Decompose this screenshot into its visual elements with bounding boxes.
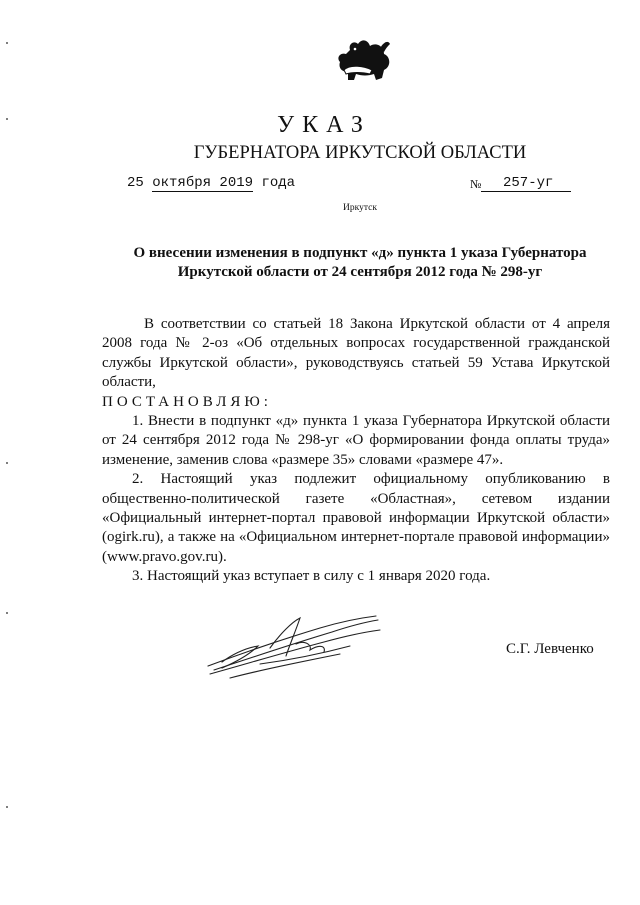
preamble-paragraph: В соответствии со статьей 18 Закона Иркутской области от 4 апреля 2008 года № 2-оз «Об отдельных вопросах государственной гражданской службы Иркутской области», руководствуясь статьей 59 Устава Иркутской области, [102, 316, 610, 391]
heading-line-2: Иркутской области от 24 сентября 2012 года № 298-уг [177, 264, 543, 280]
signer-name: С.Г. Левченко [506, 641, 594, 657]
date-suffix: года [261, 175, 296, 191]
document-title: УКАЗ [277, 112, 371, 138]
number-label: № [470, 177, 482, 191]
document-heading [110, 244, 610, 282]
scan-mark [6, 118, 8, 120]
document-number: 257-уг [481, 175, 571, 192]
date-day: 25 [127, 175, 144, 191]
date-month-year: октября 2019 [152, 175, 254, 191]
irkutsk-emblem-icon [328, 36, 394, 86]
scan-mark [6, 462, 8, 464]
document-body [102, 315, 610, 587]
item-2: 2. Настоящий указ подлежит официальному опубликованию в общественно-политической газете «Областная», сетевом издании «Официальный интернет-портал правовой информации Иркутской области» (ogirk.ru), а также на «Официальном интернет-портале правовой информации» (www.pravo.gov.ru). [102, 471, 610, 565]
heading-line-1: О внесении изменения в подпункт «д» пункта 1 указа Губернатора [133, 245, 587, 261]
document-date [127, 175, 295, 191]
scan-mark [6, 42, 8, 44]
document-city: Иркутск [343, 203, 377, 213]
item-1: 1. Внести в подпункт «д» пункта 1 указа Губернатора Иркутской области от 24 сентября 2012 года № 298-уг «О формировании фонда оплаты труда» изменение, заменив слова «размере 35» словами «размере 47». [102, 413, 610, 468]
item-3: 3. Настоящий указ вступает в силу с 1 января 2020 года. [132, 568, 491, 585]
handwritten-signature-icon [200, 604, 390, 686]
document-issuer: ГУБЕРНАТОРА ИРКУТСКОЙ ОБЛАСТИ [193, 143, 527, 163]
resolve-word: ПОСТАНОВЛЯЮ: [102, 393, 272, 410]
scan-mark [6, 806, 8, 808]
scan-mark [6, 612, 8, 614]
